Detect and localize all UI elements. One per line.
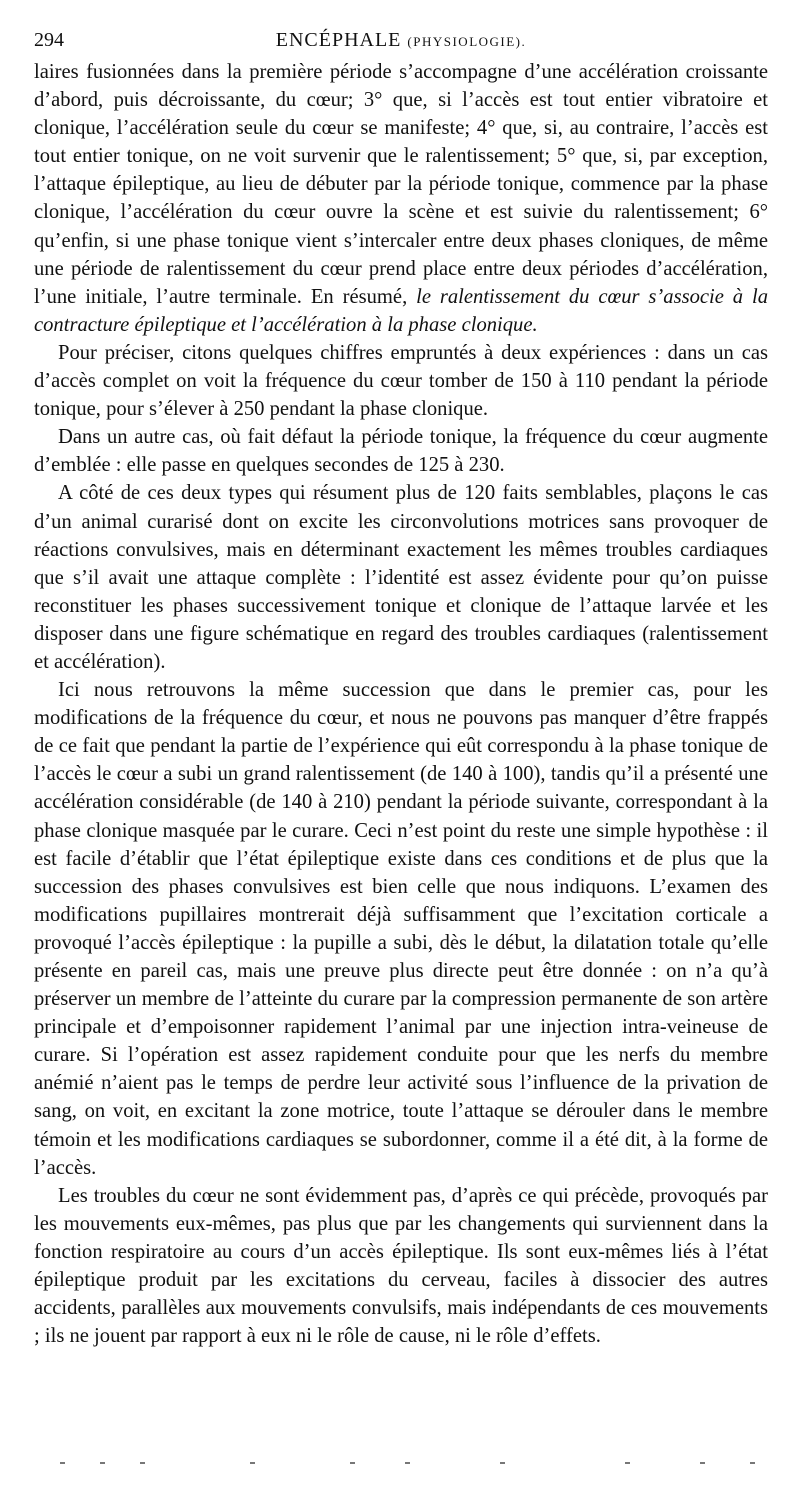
running-title — [34, 22, 768, 60]
running-title-subtitle: (PHYSIOLOGIE). — [407, 34, 527, 49]
scan-mark — [750, 1462, 755, 1464]
scan-mark — [350, 1462, 355, 1464]
page-number: 294 — [34, 29, 64, 51]
scan-mark — [625, 1462, 630, 1464]
scan-mark — [700, 1462, 705, 1464]
paragraph-5: Ici nous retrouvons la même succession que dans le premier cas, pour les modifications de la fréquence du cœur, et nous ne pouvons pas manquer d’être frappés de ce fait que pendant la partie de l’expérience qui eût correspondu à la phase tonique de l’accès le cœur a subi un grand ralentissement (de 140 à 100), tandis qu’il a présenté une accélération considérable (de 140 à 210) pendant la période suivante, correspondant à la phase clonique masquée par le curare. Ceci n’est point du reste une simple hypothèse : il est facile d’établir que l’état épileptique existe dans ces conditions et de plus que la succession des phases convulsives est bien celle que nous indiquons. L’examen des modifications pupillaires montrerait déjà suffisamment que l’excitation corticale a provoqué l’accès épileptique : la pupille a subi, dès le début, la dilatation totale qu’elle présente en pareil cas, mais une preuve plus directe peut être donnée : on n’a qu’à préserver un membre de l’atteinte du curare par la compression permanente de son artère principale et d’empoisonner rapidement l’animal par une injection intra-veineuse de curare. Si l’opération est assez rapidement conduite pour que les nerfs du membre anémié n’aient pas le temps de perdre leur activité sous l’influence de la privation de sang, on voit, en excitant la zone motrice, toute l’attaque se dérouler dans le membre témoin et les modifications cardiaques se subordonner, comme il a été dit, à la forme de l’accès. — [34, 679, 768, 1179]
paragraph-6: Les troubles du cœur ne sont évidemment pas, d’après ce qui précède, provoqués par les mouvements eux-mêmes, pas plus que par les changements qui surviennent dans la fonction respiratoire au cours d’un accès épileptique. Ils sont eux-mêmes liés à l’état épileptique produit par les excitations du cerveau, faciles à dissocier des autres accidents, parallèles aux mouvements convulsifs, mais indépendants de ces mouvements ; ils ne jouent par rapport à eux ni le rôle de cause, ni le rôle d’effets. — [34, 1184, 768, 1348]
bottom-scan-marks — [60, 1462, 760, 1468]
running-title-main: ENCÉPHALE — [275, 29, 402, 51]
scan-mark — [405, 1462, 410, 1464]
scan-mark — [250, 1462, 255, 1464]
running-head — [34, 22, 768, 58]
scan-mark — [60, 1462, 65, 1464]
paragraph-3: Dans un autre cas, où fait défaut la période tonique, la fréquence du cœur augmente d’emblée : elle passe en quelques secondes de 125 à 230. — [34, 426, 768, 477]
paragraph-4: A côté de ces deux types qui résument plus de 120 faits semblables, plaçons le cas d’un animal curarisé dont on excite les circonvolutions motrices sans provoquer de réactions convulsives, mais en déterminant exactement les mêmes troubles cardiaques que s’il avait une attaque complète : l’identité est assez évidente pour qu’on puisse reconstituer les phases successivement tonique et clonique de l’attaque larvée et les disposer dans une figure schématique en regard des troubles cardiaques (ralentissement et accélération). — [34, 482, 768, 673]
body-text — [34, 58, 768, 1350]
paragraph-2: Pour préciser, citons quelques chiffres empruntés à deux expériences : dans un cas d’accès complet on voit la fréquence du cœur tomber de 150 à 110 pendant la période tonique, pour s’élever à 250 pendant la phase clonique. — [34, 341, 768, 421]
paragraph-1 — [34, 58, 768, 339]
scan-mark — [100, 1462, 105, 1464]
scan-mark — [140, 1462, 145, 1464]
book-page — [34, 22, 768, 1350]
paragraph-1-italic: le ralentissement du cœur s’associe à la contracture épileptique et l’accélération à la phase clonique. — [34, 285, 768, 336]
paragraph-1-text: laires fusionnées dans la première période s’accompagne d’une accélération croissante d’abord, puis décroissante, du cœur; 3° que, si l’accès est tout entier vibratoire et clonique, l’accélération seule du cœur se manifeste; 4° que, si, au contraire, l’accès est tout entier tonique, on ne voit survenir que le ralentissement; 5° que, si, par exception, l’attaque épileptique, au lieu de débuter par la période tonique, commence par la phase clonique, l’accélération du cœur ouvre la scène et est suivie du ralentissement; 6° qu’enfin, si une phase tonique vient s’intercaler entre deux phases cloniques, de même une période de ralentissement du cœur prend place entre deux périodes d’accélération, l’une initiale, l’autre terminale. En résumé, — [34, 61, 768, 308]
scan-mark — [500, 1462, 505, 1464]
